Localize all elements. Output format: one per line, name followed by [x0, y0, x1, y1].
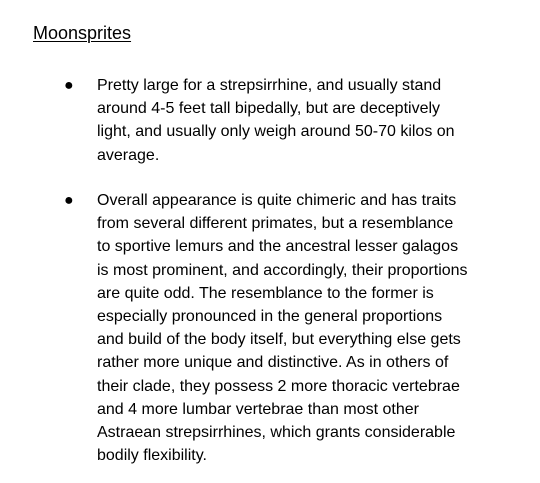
document-heading: Moonsprites: [33, 23, 132, 43]
text-line: light, and usually only weigh around 50-70 kilos on: [97, 123, 455, 141]
text-line: Pretty large for a strepsirrhine, and usually stand: [97, 77, 442, 94]
text-line: average.: [97, 146, 160, 164]
text-line: are quite odd. The resemblance to the former is: [97, 284, 434, 302]
text-line: around 4-5 feet tall bipedally, but are deceptively: [97, 100, 441, 118]
text-line: their clade, they possess 2 more thoracic vertebrae: [97, 377, 460, 395]
bullet-marker-icon: ●: [64, 192, 74, 209]
bullet-text: [97, 74, 517, 167]
text-line: and build of the body itself, but everything else gets: [97, 331, 461, 349]
text-line: from several different primates, but a resemblance: [97, 215, 454, 233]
bullet-marker-icon: ●: [64, 77, 74, 94]
text-line: to sportive lemurs and the ancestral lesser galagos: [97, 238, 459, 256]
text-line: bodily flexibility.: [97, 447, 207, 465]
text-line: Astraean strepsirrhines, which grants considerable: [97, 424, 456, 442]
text-line: is most prominent, and accordingly, their proportions: [97, 261, 468, 279]
text-line: and 4 more lumbar vertebrae than most other: [97, 400, 419, 418]
bullet-text: [97, 189, 517, 467]
text-line: especially pronounced in the general proportions: [97, 308, 443, 326]
text-line: Overall appearance is quite chimeric and has traits: [97, 192, 457, 209]
text-line: rather more unique and distinctive. As in others of: [97, 354, 449, 372]
